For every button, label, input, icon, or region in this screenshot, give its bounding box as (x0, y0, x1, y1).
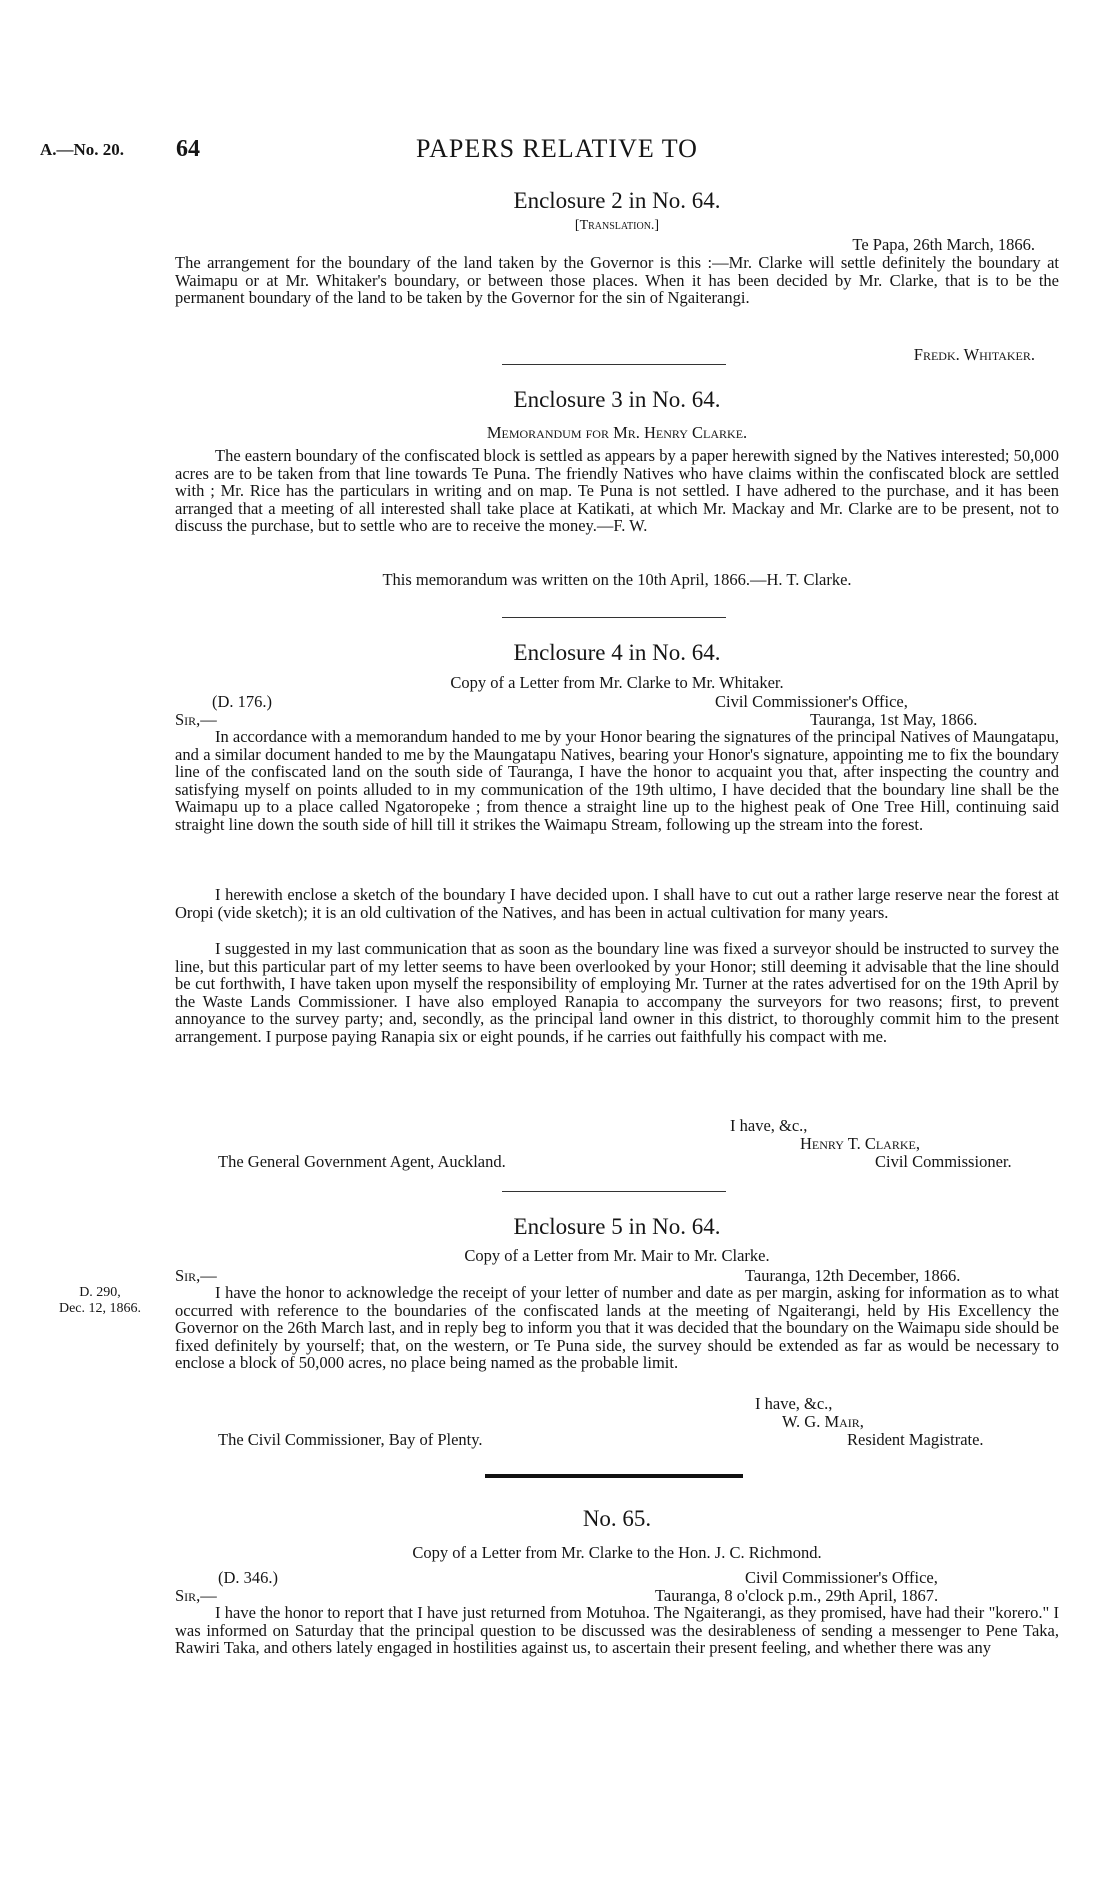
no-65-ref: (D. 346.) (218, 1568, 279, 1587)
enclosure-4-paragraph-3: I suggested in my last communication that as soon as the boundary line was fixed a surveyor should be instructed to survey the line, but this particular part of my letter seems to have been overlooked by your Honor; still deeming it advisable that the line should be cut forthwith, I have taken upon myself the responsibility of employing Mr. Turner at the rates advertised for on the 19th April by the Waste Lands Commissioner. I have also employed Ranapia to accompany the surveyors for two reasons; first, to prevent annoyance to the survey party; and, secondly, as the principal land owner in this district, to thoroughly commit him to the present arrangement. I purpose paying Ranapia six or eight pounds, if he carries out faithfully his compact with me. (175, 939, 1059, 1046)
enclosure-5-signer-title: Resident Magistrate. (847, 1430, 984, 1449)
enclosure-3-subtitle: Memorandum for Mr. Henry Clarke. (486, 423, 748, 442)
margin-date: Dec. 12, 1866. (58, 1301, 142, 1316)
enclosure-4-signer-title: Civil Commissioner. (875, 1152, 1012, 1171)
enclosure-4-closing: I have, &c., (730, 1116, 808, 1135)
enclosure-5-place-date: Tauranga, 12th December, 1866. (745, 1266, 961, 1285)
no-65-place-date: Tauranga, 8 o'clock p.m., 29th April, 1867. (655, 1586, 939, 1605)
enclosure-2-body: The arrangement for the boundary of the land taken by the Governor is this :—Mr. Clarke will settle definitely the boundary at Waimapu or at Mr. Whitaker's boundary, or between those places. When it has been decided by Mr. Clarke, that is to be the permanent boundary of the land to be taken by the Governor for the sin of Ngaiterangi. (175, 253, 1059, 308)
enclosure-5-subtitle: Copy of a Letter from Mr. Mair to Mr. Clarke. (464, 1246, 770, 1265)
enclosure-4-recipient: The General Government Agent, Auckland. (218, 1152, 506, 1171)
divider (502, 617, 726, 618)
enclosure-5-recipient: The Civil Commissioner, Bay of Plenty. (218, 1430, 483, 1449)
enclosure-2-title: Enclosure 2 in No. 64. (513, 188, 721, 213)
enclosure-2-signature: Fredk. Whitaker. (913, 345, 1035, 364)
no-65-body: I have the honor to report that I have just returned from Motuhoa. The Ngaiterangi, as they promised, have had their "korero." I was informed on Saturday that the principal question to be discussed was the desirableness of sending a messenger to Pene Taka, Rawiri Taka, and others lately engaged in hostilities against us, to ascertain their present feeling, and whether there was any (175, 1603, 1059, 1658)
enclosure-4-title: Enclosure 4 in No. 64. (513, 640, 721, 665)
series-reference: A.—No. 20. (40, 140, 125, 159)
enclosure-5-closing: I have, &c., (755, 1394, 833, 1413)
enclosure-5-signer: W. G. Mair, (782, 1412, 864, 1431)
enclosure-3-title: Enclosure 3 in No. 64. (513, 387, 721, 412)
no-65-office: Civil Commissioner's Office, (745, 1568, 938, 1587)
enclosure-4-salutation: Sir,— (175, 710, 217, 729)
no-65-salutation: Sir,— (175, 1586, 217, 1605)
enclosure-4-subtitle: Copy of a Letter from Mr. Clarke to Mr. Whitaker. (450, 673, 784, 692)
enclosure-4-paragraph-2: I herewith enclose a sketch of the boundary I have decided upon. I shall have to cut out a rather large reserve near the forest at Oropi (vide sketch); it is an old cultivation of the Natives, and has been in actual cultivation for many years. (175, 885, 1059, 922)
margin-reference: D. 290, (79, 1285, 121, 1300)
enclosure-2-place-date: Te Papa, 26th March, 1866. (852, 235, 1035, 254)
no-65-subtitle: Copy of a Letter from Mr. Clarke to the Hon. J. C. Richmond. (412, 1543, 822, 1562)
enclosure-5-body: I have the honor to acknowledge the receipt of your letter of number and date as per margin, asking for information as to what occurred with reference to the boundaries of the confiscated lands at the meeting of Ngaiterangi, held by His Excellency the Governor on the 26th March last, and in reply beg to inform you that it was decided that the boundary on the Waimapu side should be fixed definitely by yourself; that, on the western, or Te Puna side, the survey should be extended as far as would be necessary to enclose a block of 50,000 acres, no place being named as the probable limit. (175, 1283, 1059, 1373)
enclosure-3-body: The eastern boundary of the confiscated block is settled as appears by a paper herewith signed by the Natives interested; 50,000 acres are to be taken from that line towards Te Puna. The friendly Natives who have claims within the confiscated block are settled with ; Mr. Rice has the particulars in writing and on map. Te Puna is not settled. I have adhered to the purchase, and it has been arranged that a meeting of all interested shall take place at Katikati, at which Mr. Mackay and Mr. Clarke are to be present, not to discuss the purchase, but to settle who are to receive the money.—F. W. (175, 446, 1059, 536)
divider (502, 1191, 726, 1192)
enclosure-4-place-date: Tauranga, 1st May, 1866. (810, 710, 978, 729)
enclosure-4-paragraph-1: In accordance with a memorandum handed to me by your Honor bearing the signatures of the principal Natives of Maungatapu, and a similar document handed to me by the Maungatapu Natives, bearing your Honor's signature, appointing me to fix the boundary line of the confiscated land on the south side of Tauranga, I have the honor to acquaint you that, after inspecting the country and satisfying myself on points alluded to in my communication of the 19th ultimo, I have decided that the boundary line shall be the Waimapu up to a place called Ngatoropeke ; from thence a straight line up to the highest peak of One Tree Hill, continuing said straight line down the south side of hill till it strikes the Waimapu Stream, following up the stream into the forest. (175, 727, 1059, 834)
enclosure-4-office: Civil Commissioner's Office, (715, 692, 908, 711)
no-65-title: No. 65. (582, 1506, 652, 1531)
enclosure-3-note: This memorandum was written on the 10th April, 1866.—H. T. Clarke. (382, 570, 852, 589)
enclosure-4-ref: (D. 176.) (212, 692, 273, 711)
divider (502, 364, 726, 365)
running-title: PAPERS RELATIVE TO (416, 134, 698, 163)
section-divider (485, 1474, 743, 1478)
enclosure-2-subtitle: [Translation.] (574, 218, 660, 233)
page-number: 64 (176, 136, 200, 162)
enclosure-5-title: Enclosure 5 in No. 64. (513, 1214, 721, 1239)
enclosure-4-signer: Henry T. Clarke, (800, 1134, 920, 1153)
enclosure-5-salutation: Sir,— (175, 1266, 217, 1285)
